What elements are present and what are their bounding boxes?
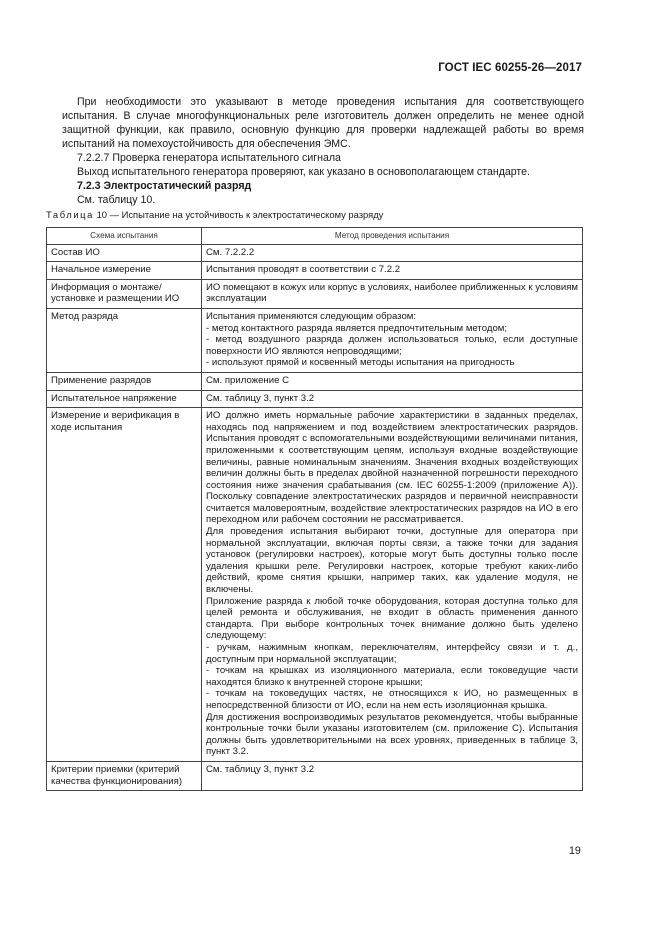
method-paragraph: См. таблицу 3, пункт 3.2 <box>206 763 315 775</box>
table-row <box>47 761 583 790</box>
row-label: Критерии приемки (критерий качества функционирования) <box>47 761 202 790</box>
row-method <box>202 372 583 390</box>
row-method <box>202 262 583 280</box>
method-paragraph: См. 7.2.2.2 <box>206 246 255 258</box>
row-method <box>202 390 583 408</box>
row-label: Начальное измерение <box>47 262 202 280</box>
body-text <box>62 95 584 207</box>
method-paragraph: - метод контактного разряда является предпочтительным методом; <box>206 322 508 334</box>
row-method <box>202 244 583 262</box>
table-row <box>47 390 583 408</box>
row-label: Применение разрядов <box>47 372 202 390</box>
method-paragraph: Испытания проводят в соответствии с 7.2.2 <box>206 264 401 276</box>
table-row <box>47 279 583 308</box>
row-label: Измерение и верификация в ходе испытания <box>47 408 202 762</box>
table-row <box>47 372 583 390</box>
method-paragraph: См. приложение С <box>206 374 290 386</box>
page-number: 19 <box>569 845 581 857</box>
row-label: Состав ИО <box>47 244 202 262</box>
table-header-row <box>47 228 583 245</box>
row-label: Информация о монтаже/ установке и размещении ИО <box>47 279 202 308</box>
clause-paragraph: Выход испытательного генератора проверяют, как указано в основополагающем стандарте. <box>77 166 530 178</box>
method-paragraph: ИО должно иметь нормальные рабочие характеристики в заданных пределах, находясь под напряжением и под воздействием электростатических разрядов. Испытания проводят с вспомогательными воздействующими величинами питания, приложенными к соответствующим цепям, используя входные воздействующие величины, равные номинальным значениям. Значения входных воздействующих величин должны быть в пределах двойной назначенной погрешности переходного состояния ниже значения срабатывания (см. IEC 60255-1:2009 (приложение А)). Поскольку совпадение электростатических разрядов и первичной неисправности считается маловероятным, воздействие электростатических разрядов на ИО в его переходном или рабочем состоянии не рассматривается. <box>206 410 578 526</box>
table-caption <box>46 209 383 220</box>
section-heading: 7.2.3 Электростатический разряд <box>77 180 252 192</box>
document-header: ГОСТ IEC 60255-26—2017 <box>438 62 582 74</box>
row-method <box>202 761 583 790</box>
method-paragraph: Для проведения испытания выбирают точки, доступные для оператора при нормальной эксплуатации, включая порты связи, а также точки для задания установок (регулировки настроек), которые могут быть доступны только после удаления крышки реле. Регулировки настроек, которые требуют каких-либо действий, кроме снятия крышки, например таких, как удаление модуля, не включены. <box>206 526 578 596</box>
method-paragraph: Для достижения воспроизводимых результатов рекомендуется, чтобы выбранные контрольные точки были указаны изготовителем (см. приложение С). Испытания должны быть удовлетворительными на всех уровнях, приведенных в таблице 3, пункт 3.2. <box>206 711 578 758</box>
row-label: Испытательное напряжение <box>47 390 202 408</box>
method-paragraph: - используют прямой и косвенный методы испытания на пригодность <box>206 357 515 369</box>
table-row <box>47 308 583 372</box>
row-method <box>202 408 583 762</box>
row-method <box>202 279 583 308</box>
clause-heading: 7.2.2.7 Проверка генератора испытательного сигнала <box>77 152 341 164</box>
test-table <box>46 227 583 791</box>
column-header-method: Метод проведения испытания <box>202 228 583 245</box>
table-reference: См. таблицу 10. <box>77 194 156 206</box>
table-row <box>47 262 583 280</box>
column-header-scheme: Схема испытания <box>47 228 202 245</box>
method-paragraph: - точкам на токоведущих частях, не относящихся к ИО, но размещенных в непосредственной близости от ИО, если на нем есть изоляционная крышка. <box>206 688 578 711</box>
method-paragraph: См. таблицу 3, пункт 3.2 <box>206 392 315 404</box>
table-caption-text: 10 — Испытание на устойчивость к электростатическому разряду <box>93 209 384 220</box>
method-paragraph: Приложение разряда к любой точке оборудования, которая доступна только для целей ремонта и обслуживания, не входит в область применения данного стандарта. При выборе контрольных точек внимание должно быть уделено следующему: <box>206 595 578 642</box>
table-row <box>47 408 583 762</box>
row-method <box>202 308 583 372</box>
method-paragraph: - метод воздушного разряда должен использоваться только, если доступные поверхности ИО являются непроводящими; <box>206 334 578 357</box>
table-row <box>47 244 583 262</box>
method-paragraph: - ручкам, нажимным кнопкам, переключателям, интерфейсу связи и т. д., доступным при нормальной эксплуатации; <box>206 642 578 665</box>
method-paragraph: ИО помещают в кожух или корпус в условиях, наиболее приближенных к условиям эксплуатации <box>206 281 579 305</box>
method-paragraph: - точкам на крышках из изоляционного материала, если токоведущие части находятся близко к внутренней стороне крышки; <box>206 665 578 688</box>
table-caption-prefix: Таблица <box>46 209 94 220</box>
row-label: Метод разряда <box>47 308 202 372</box>
intro-paragraph: При необходимости это указывают в методе проведения испытания для соответствующего испытания. В случае многофункциональных реле изготовитель должен определить не менее одной защитной функции, как правило, основную функцию для проверки надлежащей работы во время испытаний на помехоустойчивость для обеспечения ЭМС. <box>62 96 584 150</box>
method-paragraph: Испытания применяются следующим образом: <box>206 310 417 322</box>
